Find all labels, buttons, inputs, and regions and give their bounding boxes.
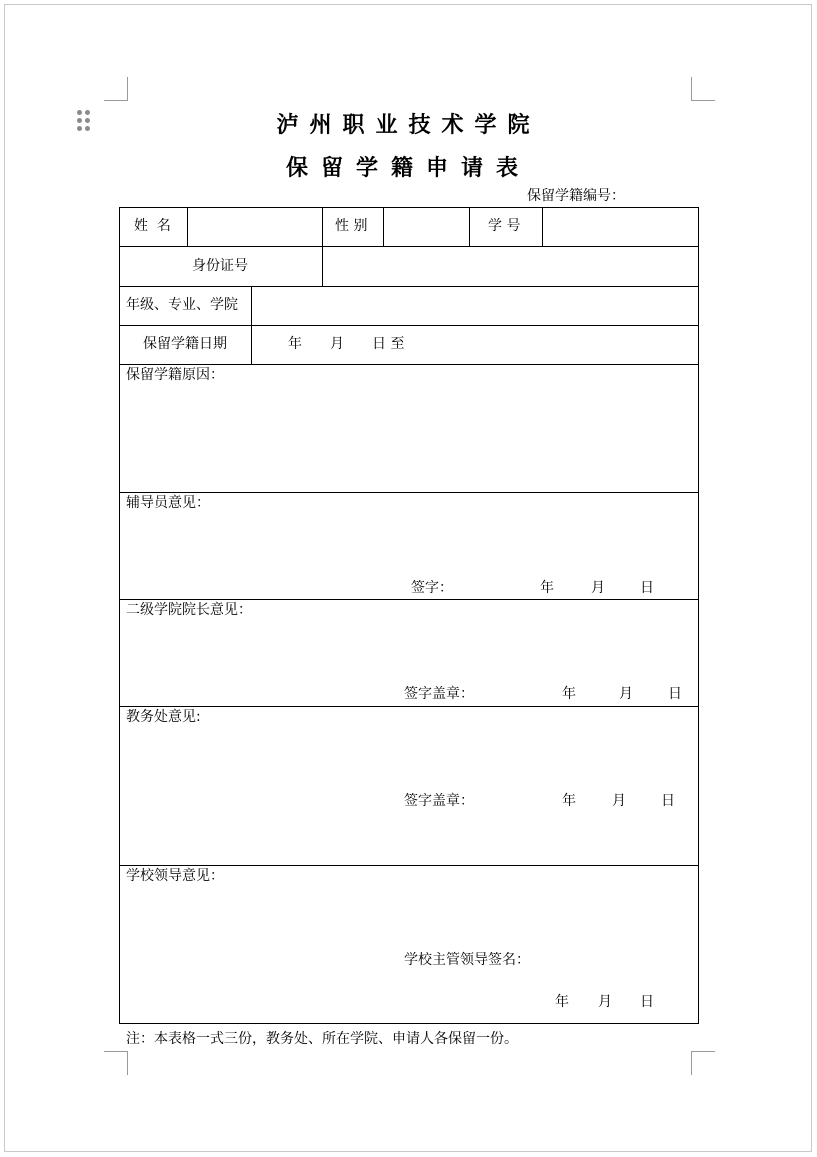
grade-major-college-field[interactable] (252, 287, 698, 325)
college-dean-day: 日 (668, 686, 682, 702)
school-leader-year: 年 (555, 994, 569, 1010)
period-day-to: 日 至 (372, 336, 405, 352)
college-dean-month: 月 (619, 686, 633, 702)
table-line (119, 706, 699, 707)
footnote: 注：本表格一式三份，教务处、所在学院、申请人各保留一份。 (126, 1031, 518, 1047)
academic-affairs-year: 年 (562, 793, 576, 809)
student-id-field[interactable] (543, 208, 698, 246)
counselor-sign-label: 签字： (411, 580, 453, 596)
table-line (698, 207, 699, 1024)
table-line (119, 492, 699, 493)
counselor-day: 日 (640, 580, 654, 596)
counselor-opinion-field[interactable] (120, 513, 698, 573)
college-dean-year: 年 (562, 686, 576, 702)
school-leader-sign-label: 学校主管领导签名： (404, 952, 530, 968)
margin-corner-top-left (104, 77, 128, 101)
retention-period-label: 保留学籍日期 (143, 336, 227, 352)
gender-field[interactable] (384, 208, 469, 246)
college-dean-sign-label: 签字盖章： (404, 686, 474, 702)
margin-corner-top-right (691, 77, 715, 101)
id-card-field[interactable] (323, 247, 698, 286)
form-title: 保留学籍申请表 (285, 155, 531, 181)
table-line (469, 207, 470, 246)
academic-affairs-day: 日 (661, 793, 675, 809)
academic-affairs-opinion-field[interactable] (120, 727, 698, 787)
school-leader-month: 月 (598, 994, 612, 1010)
table-line (119, 865, 699, 866)
school-leader-opinion-field[interactable] (120, 886, 698, 946)
retention-period-field[interactable] (252, 326, 698, 364)
school-leader-day: 日 (640, 994, 654, 1010)
academic-affairs-month: 月 (612, 793, 626, 809)
period-year: 年 (288, 336, 302, 352)
counselor-year: 年 (540, 580, 554, 596)
name-label: 姓 名 (134, 218, 171, 234)
institution-title: 泸州职业技术学院 (276, 112, 541, 138)
counselor-month: 月 (591, 580, 605, 596)
table-line (119, 1023, 699, 1024)
academic-affairs-opinion-label: 教务处意见: (126, 709, 201, 725)
record-number-label: 保留学籍编号： (527, 188, 625, 204)
college-dean-opinion-label: 二级学院院长意见： (126, 602, 252, 618)
reason-label: 保留学籍原因： (126, 367, 224, 383)
academic-affairs-sign-label: 签字盖章： (404, 793, 474, 809)
period-month: 月 (330, 336, 344, 352)
school-leader-opinion-label: 学校领导意见： (126, 868, 224, 884)
margin-corner-bottom-right (691, 1051, 715, 1075)
grade-major-college-label: 年级、专业、学院 (126, 297, 238, 313)
margin-corner-bottom-left (104, 1051, 128, 1075)
table-line (119, 364, 699, 365)
college-dean-opinion-field[interactable] (120, 620, 698, 680)
id-card-label: 身份证号 (192, 258, 248, 274)
gender-label: 性 别 (335, 218, 368, 234)
reason-field[interactable] (120, 385, 698, 491)
counselor-opinion-label: 辅导员意见： (126, 495, 210, 511)
name-field[interactable] (188, 208, 322, 246)
table-line (119, 599, 699, 600)
student-id-label: 学 号 (488, 218, 521, 234)
